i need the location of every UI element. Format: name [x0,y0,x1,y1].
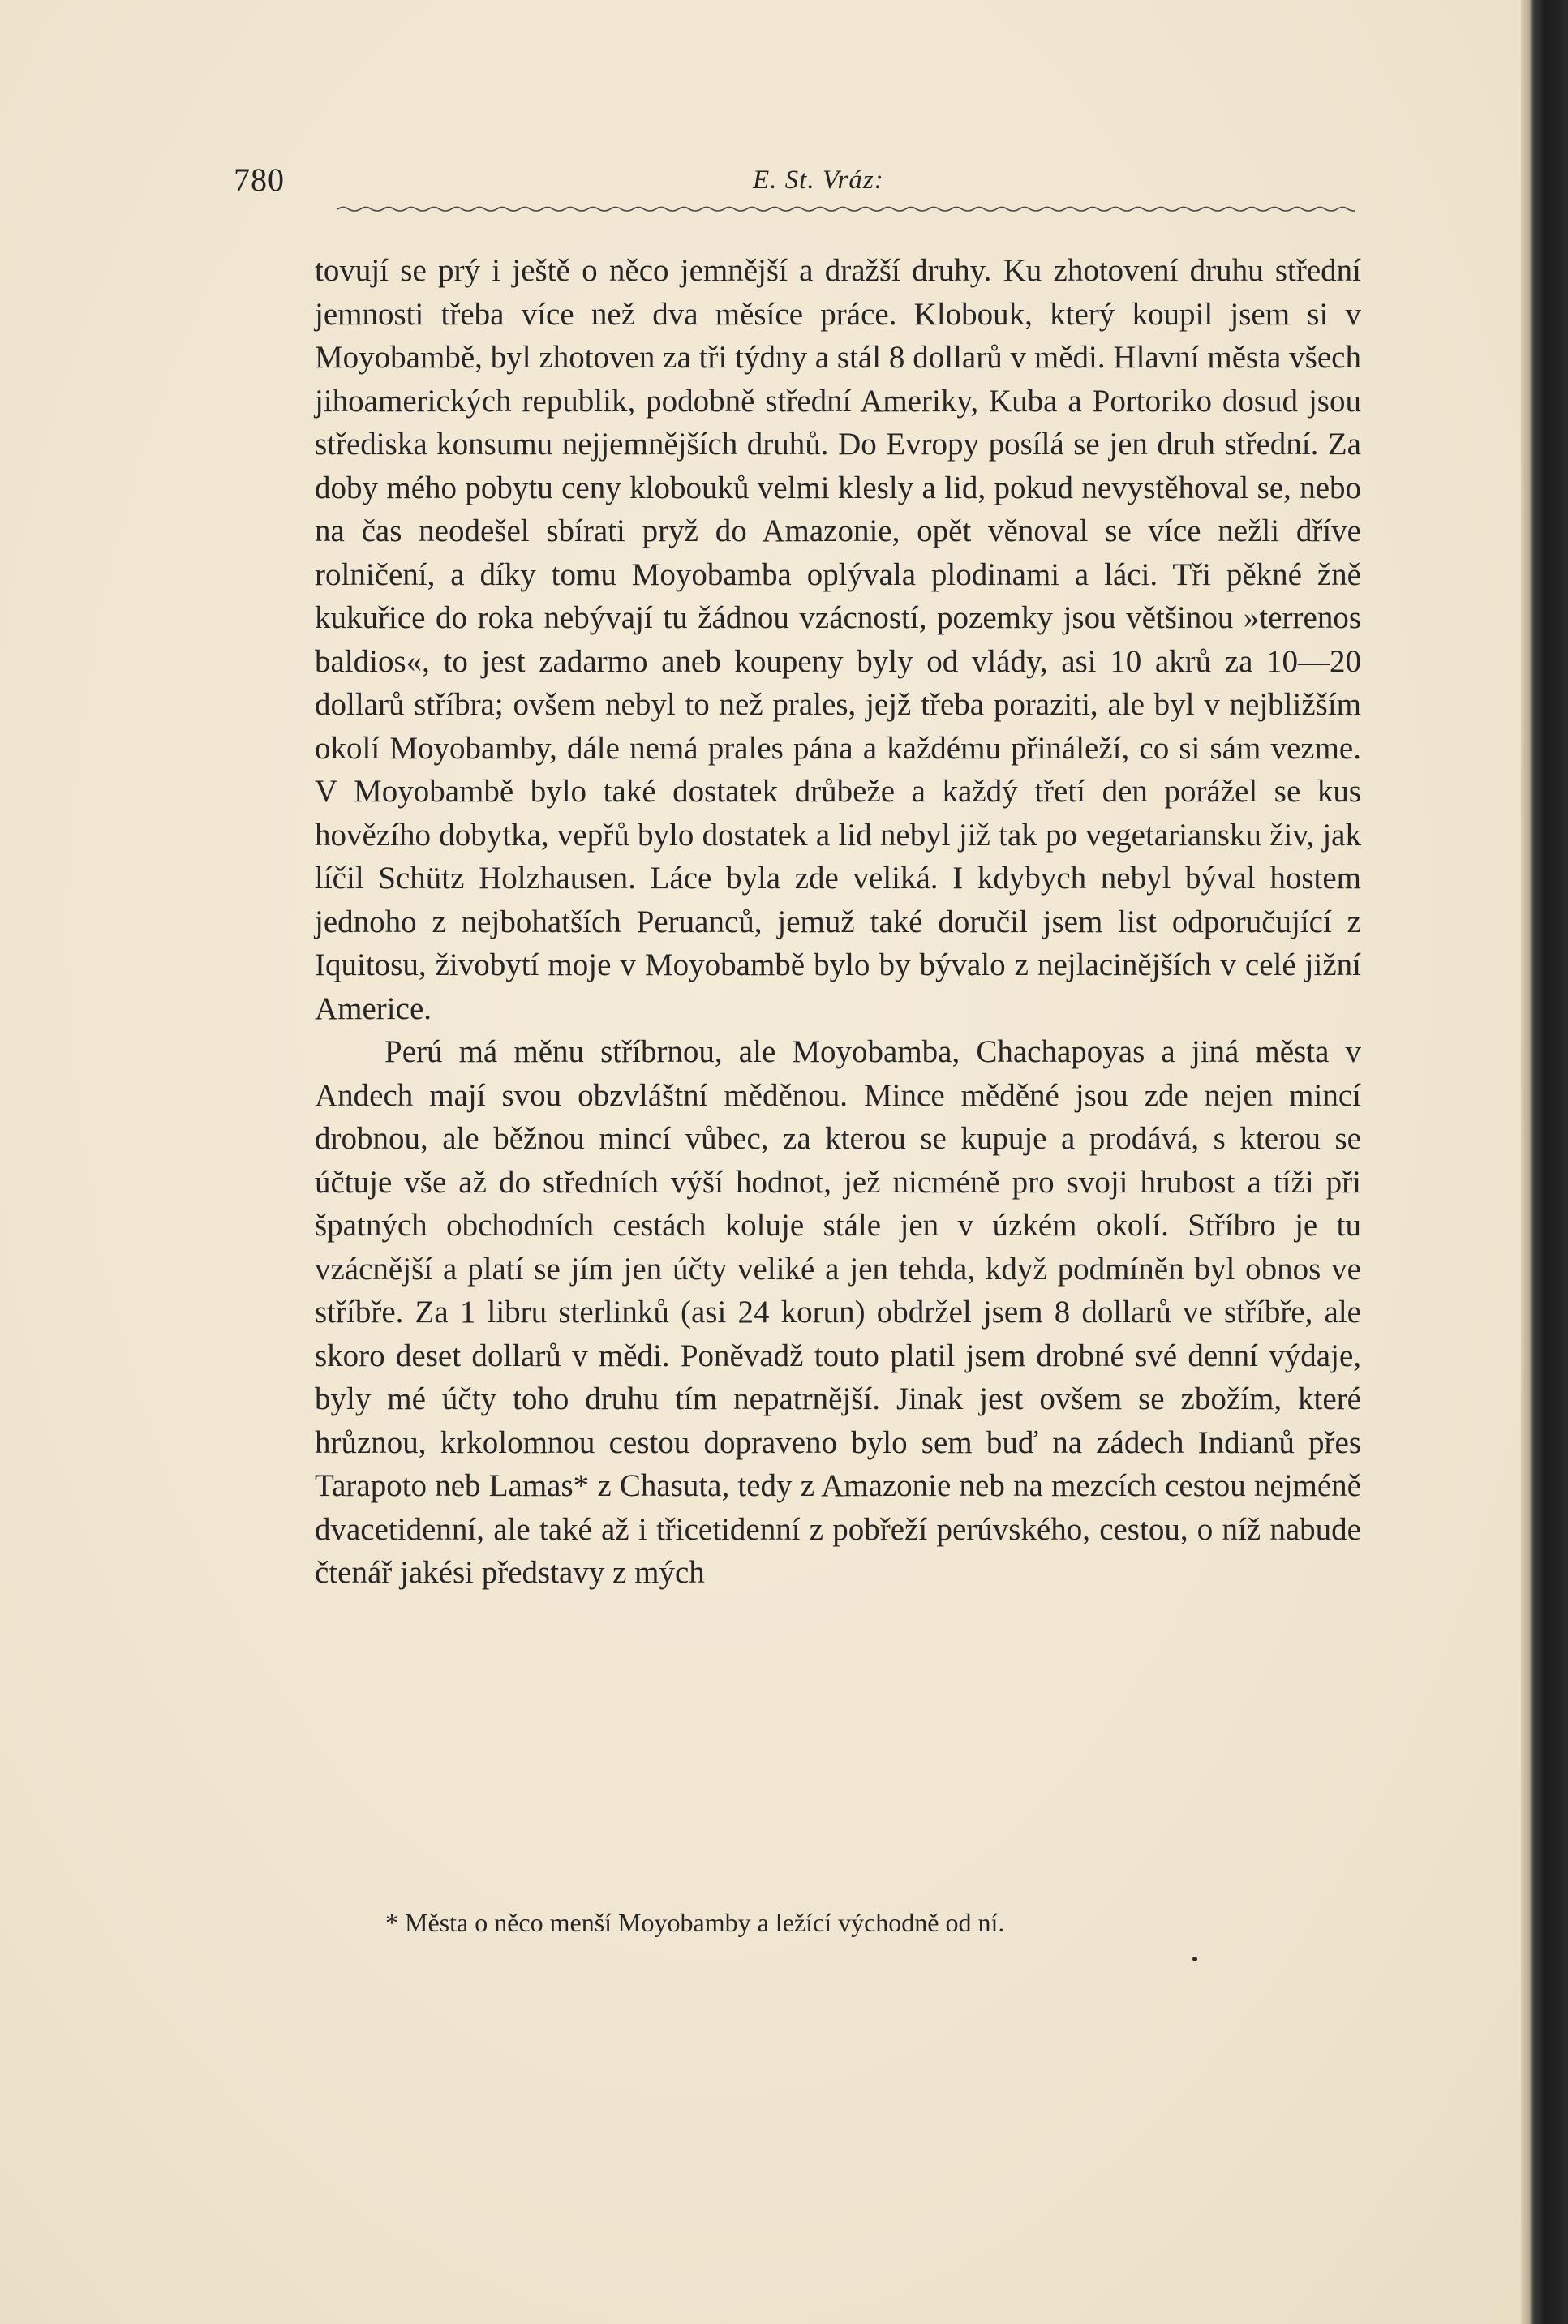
page-header [234,161,1355,209]
wavy-header-rule [337,203,1355,214]
footnote: * Města o něco menší Moyobamby a ležící východně od ní. [385,1908,1005,1937]
page-number: 780 [234,161,285,198]
book-spine-edge [1521,0,1568,2324]
running-head: E. St. Vráz: [753,165,884,195]
paragraph: Perú má měnu stříbrnou, ale Moyobamba, Chachapoyas a jiná města v Andech mají svou obzvláštní měděnou. Mince měděné jsou zde nejen mincí drobnou, ale běžnou mincí vůbec, za kterou se kupuje a prodává, s kterou se účtuje vše až do středních výší hodnot, jež nicméně pro svoji hrubost a tíži při špatných obchodních cestách koluje stále jen v úzkém okolí. Stříbro je tu vzácnější a platí se jím jen účty veliké a jen tehda, když podmíněn byl obnos ve stříbře. Za 1 libru sterlinků (asi 24 korun) obdržel jsem 8 dollarů ve stříbře, ale skoro deset dollarů v mědi. Poněvadž touto platil jsem drobné své denní výdaje, byly mé účty toho druhu tím nepatrnější. Jinak jest ovšem se zbožím, které hrůznou, krkolomnou cestou dopraveno bylo sem buď na zádech Indianů přes Tarapoto neb Lamas* z Chasuta, tedy z Amazonie neb na mezcích cestou nejméně dvacetidenní, ale také až i třicetidenní z pobřeží perúvského, cestou, o níž nabude čtenář jakési představy z mých [315,1034,1361,1590]
body-text [315,249,1361,1595]
ink-speck [1192,1957,1197,1961]
paragraph: tovují se prý i ještě o něco jemnější a dražší druhy. Ku zhotovení druhu střední jemnosti třeba více než dva měsíce práce. Klobouk, který koupil jsem si v Moyobambě, byl zhotoven za tři týdny a stál 8 dollarů v mědi. Hlavní města všech jihoamerických republik, podobně střední Ameriky, Kuba a Portoriko dosud jsou střediska konsumu nejjemnějších druhů. Do Evropy posílá se jen druh střední. Za doby mého pobytu ceny klobouků velmi klesly a lid, pokud nevystěhoval se, nebo na čas neodešel sbírati pryž do Amazonie, opět věnoval se více nežli dříve rolničení, a díky tomu Moyobamba oplývala plodinami a láci. Tři pěkné žně kukuřice do roka nebývají tu žádnou vzácností, pozemky jsou většinou »terrenos baldios«, to jest zadarmo aneb koupeny byly od vlády, asi 10 akrů za 10—20 dollarů stříbra; ovšem nebyl to než prales, jejž třeba poraziti, ale byl v nejbližším okolí Moyobamby, dále nemá prales pána a každému přináleží, co si sám vezme. V Moyobambě bylo také dostatek drůbeže a každý třetí den porážel se kus hovězího dobytka, vepřů bylo dostatek a lid nebyl již tak po vegetariansku živ, jak líčil Schütz Holzhausen. Láce byla zde veliká. I kdybych nebyl býval hostem jednoho z nejbohatších Peruanců, jemuž také doručil jsem list odporučující z Iquitosu, živobytí moje v Moyobambě bylo by bývalo z nejlacinějších v celé jižní Americe. [315,253,1361,1026]
